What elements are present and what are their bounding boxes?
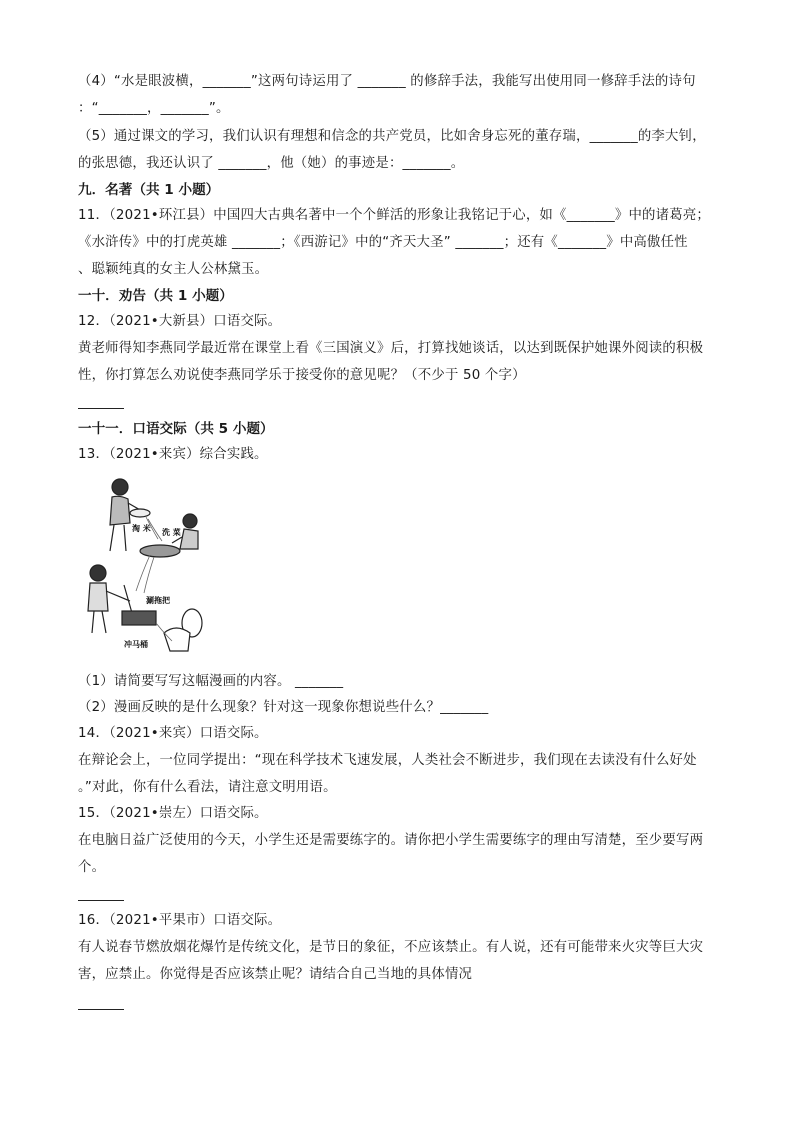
label-shuantuoba: 涮拖把: [146, 596, 170, 605]
q16-answer-line: [78, 999, 124, 1010]
q11-line-b: 《水浒传》中的打虎英雄 _______；《西游记》中的“齐天大圣” _______；还有《_______》中高傲任性: [78, 235, 688, 250]
q10-line-4b: ：“_______，_______”。: [78, 101, 230, 116]
label-xicai: 洗 菜: [162, 528, 181, 537]
q13-line-c: （2）漫画反映的是什么现象？针对这一现象你想说些什么？_______: [78, 700, 489, 715]
section-10-title: 一十．劝告（共 1 小题）: [78, 288, 233, 304]
q15-line-c: 个。: [78, 860, 106, 875]
q10-line-5b: 的张思德，我还认识了 _______，他（她）的事迹是：_______。: [78, 156, 465, 171]
cartoon-illustration: [80, 473, 210, 658]
q11-line-c: 、聪颖纯真的女主人公林黛玉。: [78, 262, 269, 277]
question-10-part5: [78, 127, 723, 174]
document-page: [78, 72, 723, 1010]
q15-line-a: 15．（2021•崇左）口语交际。: [78, 806, 268, 821]
question-10-part4: [78, 72, 723, 119]
q13-line-a: 13．（2021•来宾）综合实践。: [78, 447, 268, 462]
q11-line-a: 11．（2021•环江县）中国四大古典名著中一个个鲜活的形象让我铭记于心，如《_______》中的诸葛亮；: [78, 208, 711, 223]
q12-line-b: 黄老师得知李燕同学最近常在课堂上看《三国演义》后，打算找她谈话，以达到既保护她课外阅读的积极: [78, 341, 704, 356]
q10-line-4a: （4）“水是眼波横，_______”这两句诗运用了 _______ 的修辞手法，我能写出使用同一修辞手法的诗句: [78, 74, 696, 89]
q15-answer-line: [78, 890, 124, 901]
q12-answer-line: [78, 398, 124, 409]
q14-line-a: 14．（2021•来宾）口语交际。: [78, 726, 268, 741]
figure-woman-rice: [110, 479, 150, 551]
question-12: [78, 312, 723, 409]
q14-line-c: 。”对此，你有什么看法，请注意文明用语。: [78, 780, 337, 795]
q13-line-b: （1）请简要写写这幅漫画的内容。 _______: [78, 674, 344, 689]
toilet-drawing: [164, 609, 202, 651]
water-stream-2: [136, 555, 154, 593]
section-9-title: 九．名著（共 1 小题）: [78, 182, 220, 198]
label-taomi: 淘 米: [132, 524, 151, 533]
q12-line-c: 性，你打算怎么劝说使李燕同学乐于接受你的意见呢？（不少于 50 个字）: [78, 368, 526, 383]
q14-line-b: 在辩论会上，一位同学提出：“现在科学技术飞速发展，人类社会不断进步，我们现在去读没有什么好处: [78, 753, 697, 768]
q15-line-b: 在电脑日益广泛使用的今天，小学生还是需要练字的。请你把小学生需要练字的理由写清楚，至少要写两: [78, 833, 704, 848]
q10-line-5a: （5）通过课文的学习，我们认识有理想和信念的共产党员，比如舍身忘死的董存瑞，_______的李大钊，: [78, 129, 706, 144]
section-11-title: 一十一．口语交际（共 5 小题）: [78, 421, 274, 437]
q12-line-a: 12．（2021•大新县）口语交际。: [78, 314, 282, 329]
label-chongmatong: 冲马桶: [124, 640, 148, 649]
cartoon-drawing: [80, 473, 210, 658]
question-11: [78, 206, 723, 280]
q16-line-c: 害，应禁止。你觉得是否应该禁止呢？请结合自己当地的具体情况: [78, 967, 473, 982]
q16-line-b: 有人说春节燃放烟花爆竹是传统文化，是节日的象征，不应该禁止。有人说，还有可能带来火灾等巨大灾: [78, 940, 704, 955]
q16-line-a: 16．（2021•平果市）口语交际。: [78, 913, 282, 928]
